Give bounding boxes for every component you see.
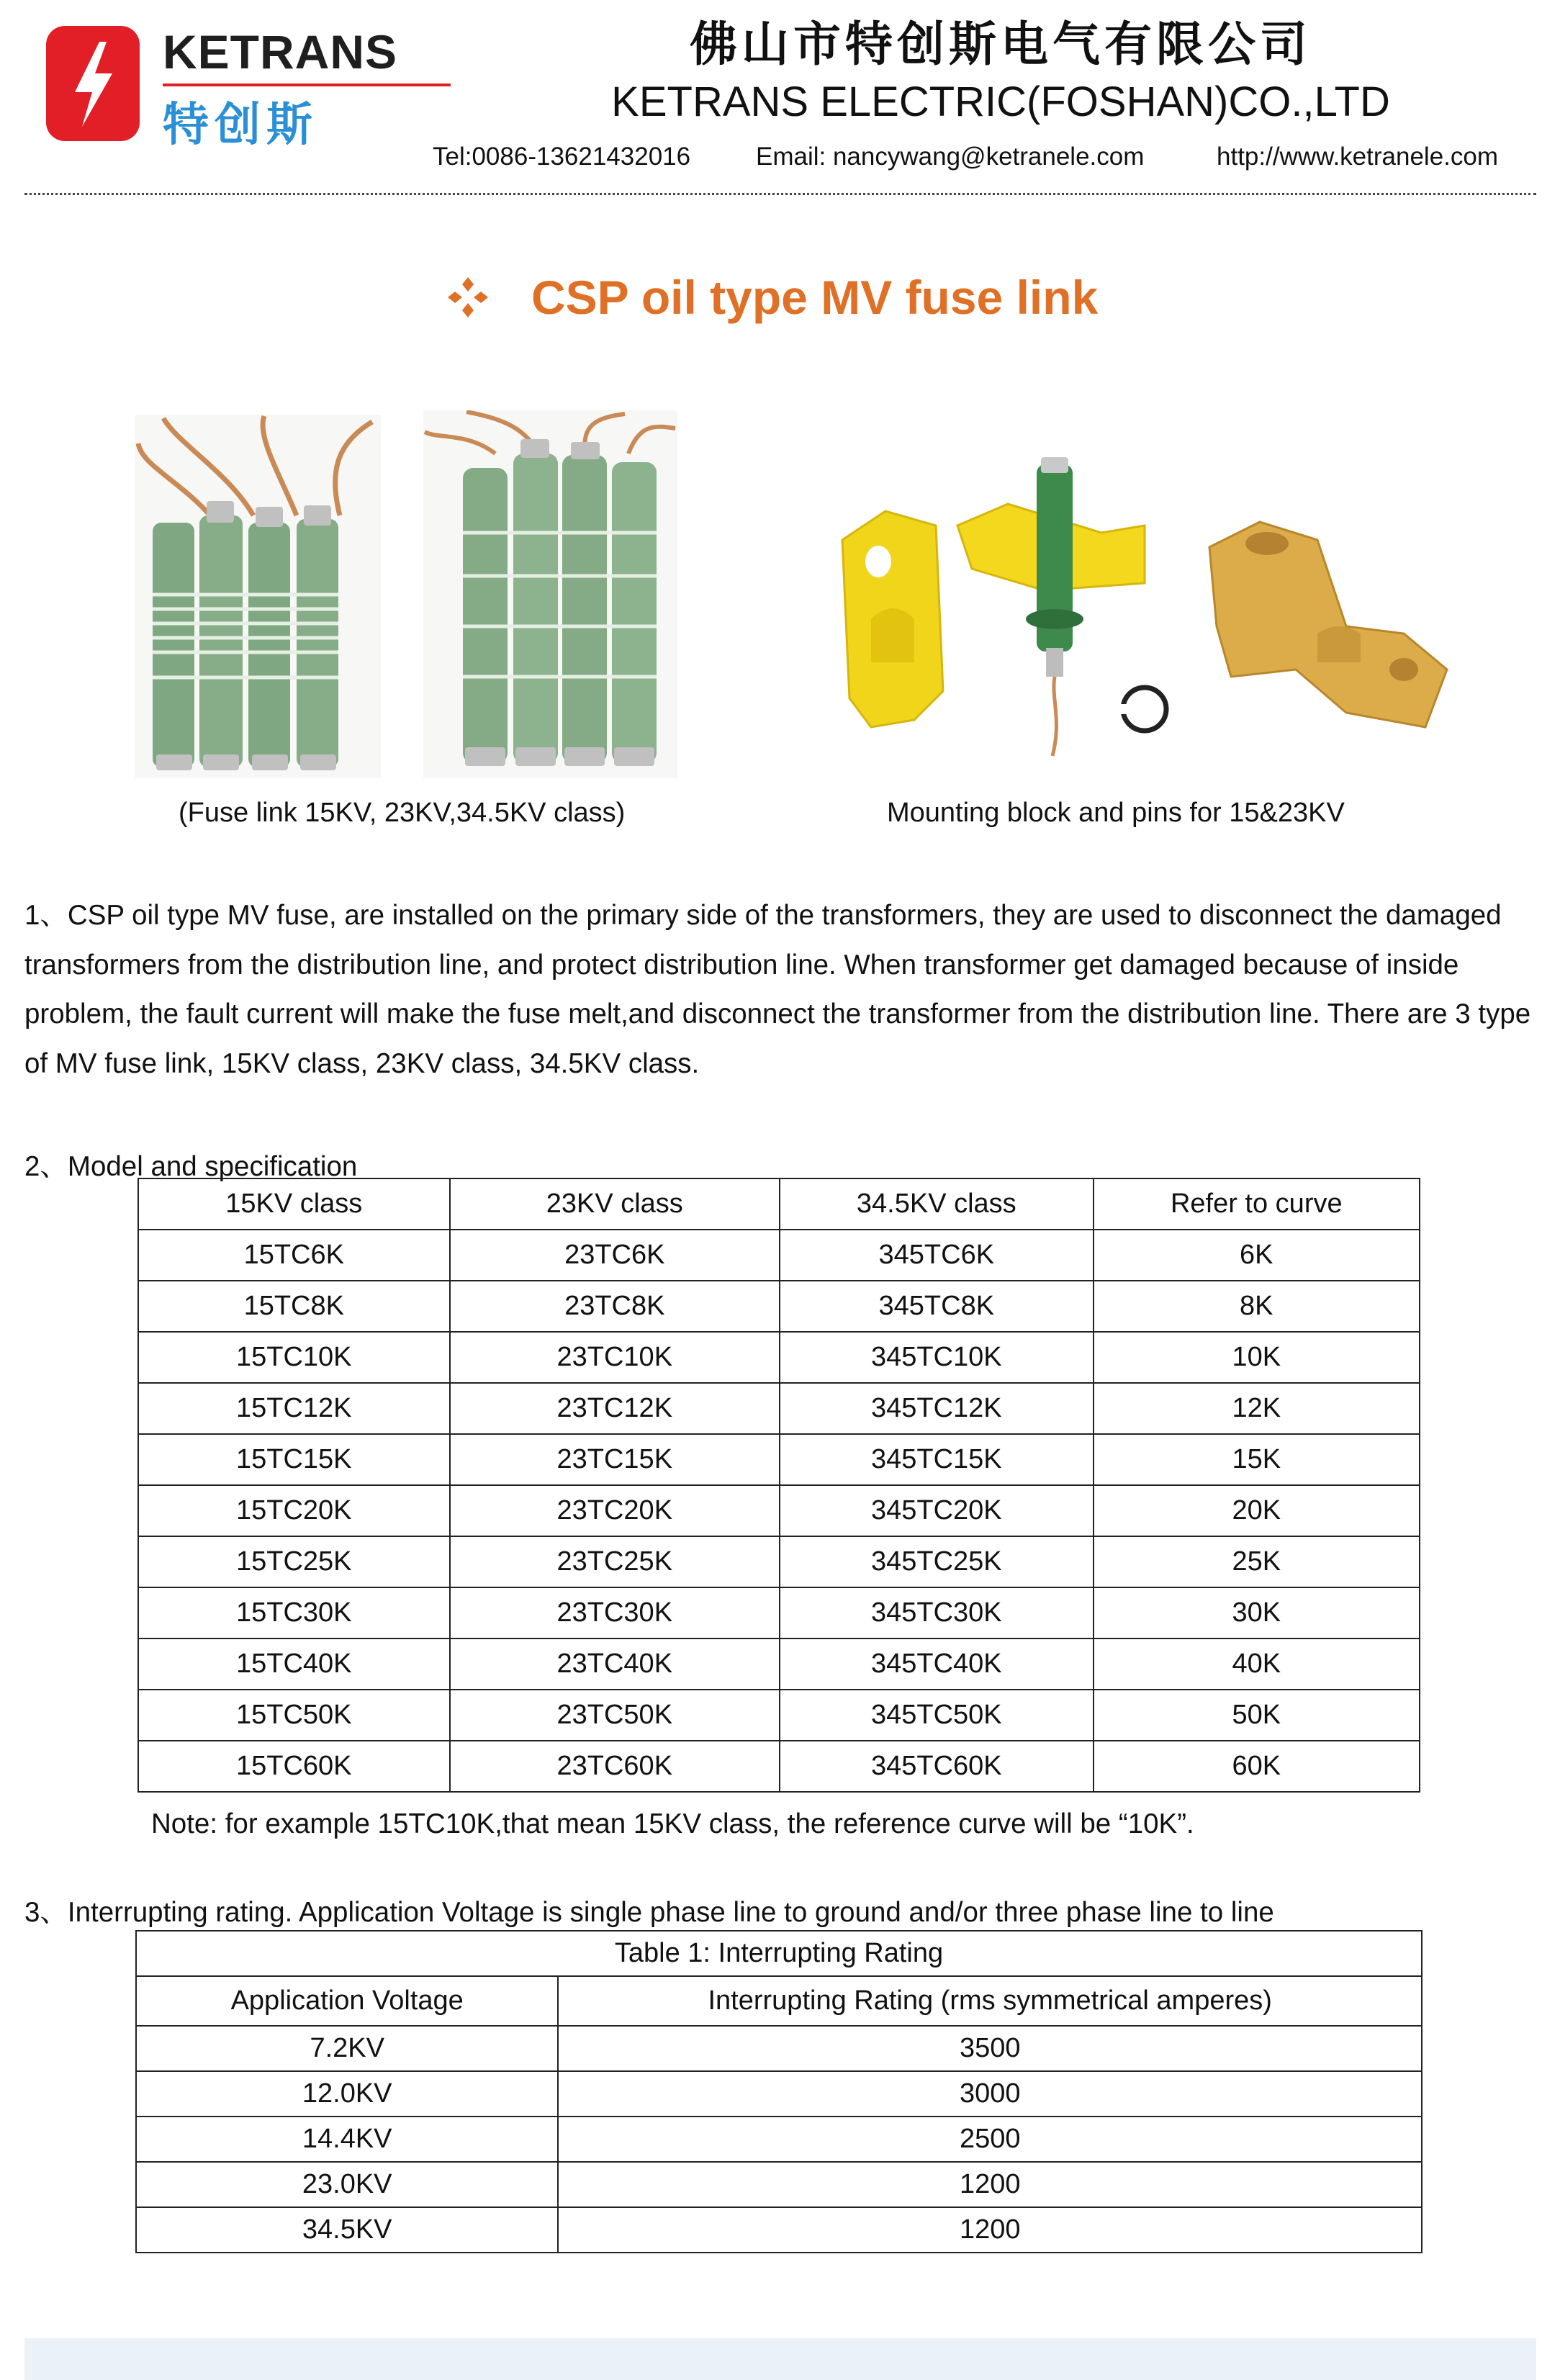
- lightning-bolt-icon: [46, 26, 140, 141]
- section-2-heading: 2、Model and specification: [24, 1151, 358, 1182]
- table-row: [136, 2162, 1422, 2207]
- logo-wordmark-en: KETRANS: [163, 25, 398, 78]
- table-cell: 345TC25K: [780, 1536, 1094, 1587]
- table-cell: 15TC60K: [138, 1741, 450, 1792]
- column-header: Application Voltage: [136, 1976, 558, 2026]
- table-cell: 345TC15K: [780, 1434, 1094, 1485]
- table-cell: 34.5KV: [136, 2207, 558, 2253]
- table-header-row: [136, 1976, 1422, 2026]
- table-cell: 15TC8K: [138, 1281, 450, 1332]
- table-cell: 8K: [1094, 1281, 1420, 1332]
- table-cell: 25K: [1094, 1536, 1420, 1587]
- table-cell: 15TC20K: [138, 1485, 450, 1536]
- fuse-link-photo-1: [135, 415, 381, 778]
- table-row: [138, 1485, 1420, 1536]
- table-row: [138, 1383, 1420, 1434]
- table-cell: 23TC25K: [450, 1536, 780, 1587]
- table-cell: 12K: [1094, 1383, 1420, 1434]
- table-cell: 23TC40K: [450, 1638, 780, 1690]
- table-cell: 15K: [1094, 1434, 1420, 1485]
- company-name-en: KETRANS ELECTRIC(FOSHAN)CO.,LTD: [611, 78, 1390, 125]
- column-header: 23KV class: [450, 1178, 780, 1230]
- table-row: [138, 1332, 1420, 1383]
- table-cell: 345TC10K: [780, 1332, 1094, 1383]
- table-cell: 6K: [1094, 1230, 1420, 1281]
- page-title: [446, 265, 1098, 330]
- table-caption: Table 1: Interrupting Rating: [136, 1931, 1422, 1976]
- fuse-link-photo-2: [423, 410, 677, 778]
- contact-website[interactable]: http://www.ketranele.com: [1217, 143, 1498, 171]
- table-cell: 15TC30K: [138, 1587, 450, 1638]
- table-row: [138, 1230, 1420, 1281]
- logo-underline: [163, 84, 451, 86]
- header-divider: [24, 193, 1536, 195]
- diamond-bullet-icon: [446, 276, 490, 319]
- table-cell: 15TC25K: [138, 1536, 450, 1587]
- table-cell: 60K: [1094, 1741, 1420, 1792]
- column-header: 34.5KV class: [780, 1178, 1094, 1230]
- table-cell: 20K: [1094, 1485, 1420, 1536]
- footer-bar: [24, 2338, 1536, 2380]
- table-cell: 345TC12K: [780, 1383, 1094, 1434]
- table-cell: 345TC50K: [780, 1690, 1094, 1741]
- table-row: [136, 2207, 1422, 2253]
- table-cell: 23TC10K: [450, 1332, 780, 1383]
- table-cell: 15TC40K: [138, 1638, 450, 1690]
- table-cell: 345TC8K: [780, 1281, 1094, 1332]
- interrupting-rating-table: [135, 1930, 1423, 2253]
- mounting-photo-caption: Mounting block and pins for 15&23KV: [887, 798, 1345, 828]
- table-row: [136, 2117, 1422, 2162]
- table-cell: 1200: [558, 2162, 1422, 2207]
- table-cell: 3500: [558, 2026, 1422, 2071]
- column-header: Interrupting Rating (rms symmetrical amperes): [558, 1976, 1422, 2026]
- table-cell: 3000: [558, 2071, 1422, 2117]
- table-cell: 12.0KV: [136, 2071, 558, 2117]
- table-cell: 345TC30K: [780, 1587, 1094, 1638]
- spec-note: Note: for example 15TC10K,that mean 15KV class, the reference curve will be “10K”.: [151, 1808, 1194, 1839]
- logo-wordmark-cn: 特创斯: [163, 99, 318, 152]
- table-cell: 345TC6K: [780, 1230, 1094, 1281]
- table-cell: 15TC15K: [138, 1434, 450, 1485]
- table-cell: 23TC15K: [450, 1434, 780, 1485]
- table-cell: 50K: [1094, 1690, 1420, 1741]
- contact-email[interactable]: Email: nancywang@ketranele.com: [756, 143, 1145, 171]
- table-cell: 345TC40K: [780, 1638, 1094, 1690]
- company-logo: [46, 22, 410, 152]
- table-cell: 15TC6K: [138, 1230, 450, 1281]
- table-cell: 23TC20K: [450, 1485, 780, 1536]
- table-cell: 30K: [1094, 1587, 1420, 1638]
- model-specification-table: [137, 1178, 1420, 1793]
- mounting-block-photo: [828, 454, 1476, 770]
- table-cell: 15TC10K: [138, 1332, 450, 1383]
- table-cell: 7.2KV: [136, 2026, 558, 2071]
- table-cell: 23.0KV: [136, 2162, 558, 2207]
- table-cell: 23TC8K: [450, 1281, 780, 1332]
- table-cell: 15TC12K: [138, 1383, 450, 1434]
- company-name-cn: 佛山市特创斯电气有限公司: [690, 17, 1312, 72]
- column-header: Refer to curve: [1094, 1178, 1420, 1230]
- table-cell: 345TC60K: [780, 1741, 1094, 1792]
- table-row: [138, 1434, 1420, 1485]
- table-caption-row: [136, 1931, 1422, 1976]
- table-row: [138, 1690, 1420, 1741]
- contact-tel: Tel:0086-13621432016: [433, 143, 691, 171]
- table-row: [138, 1741, 1420, 1792]
- table-row: [138, 1587, 1420, 1638]
- column-header: 15KV class: [138, 1178, 450, 1230]
- table-cell: 1200: [558, 2207, 1422, 2253]
- section-1-paragraph: 1、CSP oil type MV fuse, are installed on the primary side of the transformers, they are used to disconnect the damaged transformers from the distribution line, and protect distribution line. When transformer get damaged because of inside problem, the fault current will make the fuse melt,and disconnect the transformer from the distribution line. There are 3 type of MV fuse link, 15KV class, 23KV class, 34.5KV class.: [24, 900, 1531, 1079]
- table-row: [138, 1638, 1420, 1690]
- table-row: [136, 2071, 1422, 2117]
- table-cell: 23TC30K: [450, 1587, 780, 1638]
- section-3-heading: 3、Interrupting rating. Application Voltage is single phase line to ground and/or three phase line to line: [24, 1897, 1274, 1928]
- table-cell: 23TC50K: [450, 1690, 780, 1741]
- table-cell: 14.4KV: [136, 2117, 558, 2162]
- table-cell: 40K: [1094, 1638, 1420, 1690]
- table-cell: 2500: [558, 2117, 1422, 2162]
- table-row: [136, 2026, 1422, 2071]
- table-cell: 15TC50K: [138, 1690, 450, 1741]
- table-header-row: [138, 1178, 1420, 1230]
- fuse-photo-caption: (Fuse link 15KV, 23KV,34.5KV class): [179, 798, 626, 828]
- table-row: [138, 1536, 1420, 1587]
- table-row: [138, 1281, 1420, 1332]
- table-cell: 345TC20K: [780, 1485, 1094, 1536]
- table-cell: 10K: [1094, 1332, 1420, 1383]
- table-cell: 23TC12K: [450, 1383, 780, 1434]
- page-title-text: CSP oil type MV fuse link: [531, 271, 1099, 324]
- table-cell: 23TC6K: [450, 1230, 780, 1281]
- table-cell: 23TC60K: [450, 1741, 780, 1792]
